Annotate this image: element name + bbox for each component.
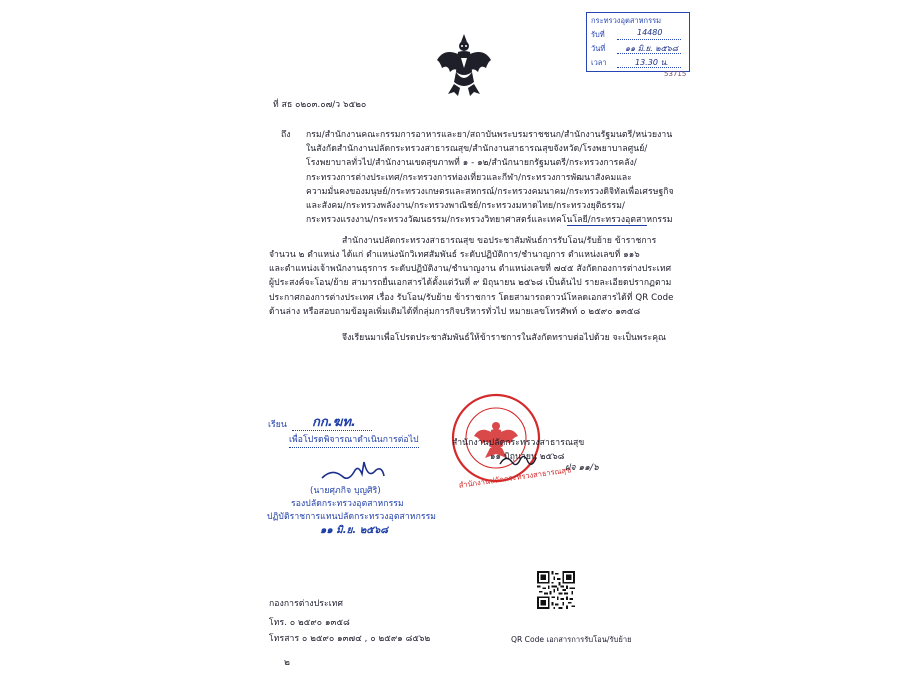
- minute-date-handwriting: ๑๑ มิ.ย. ๒๕๖๘: [320, 525, 388, 536]
- body-line: และตำแหน่งเจ้าพนักงานธุรการ ระดับปฏิบัติงาน/ชำนาญงาน ตำแหน่งเลขที่ ๗๔๕ สังกัดกองการต่างประเทศ: [269, 264, 672, 275]
- receipt-stamp: [586, 12, 690, 72]
- body-line: ผู้ประสงค์จะโอน/ย้าย สามารถยื่นเอกสารได้ตั้งแต่วันที่ ๙ มิถุนายน ๒๕๖๘ เป็นต้นไป รายละเอียดปรากฏตาม: [269, 278, 672, 289]
- to-list: [306, 128, 674, 227]
- body-line: ประกาศกองการต่างประเทศ เรื่อง รับโอน/รับย้าย ข้าราชการ โดยสามารถดาวน์โหลดเอกสารได้ที่ QR Code: [269, 292, 674, 303]
- stamp-date-value: ๑๑ มิ.ย. ๒๕๖๘: [625, 44, 678, 53]
- qr-code-icon[interactable]: [537, 571, 575, 609]
- to-line: ความมั่นคงของมนุษย์/กระทรวงเกษตรและสหกรณ์/กระทรวงคมนาคม/กระทรวงดิจิทัลเพื่อเศรษฐกิจ: [306, 186, 674, 197]
- footer-department: กองการต่างประเทศ: [269, 599, 344, 609]
- to-line: กระทรวงการต่างประเทศ/กระทรวงการท่องเที่ยวและกีฬา/กระทรวงการพัฒนาสังคมและ: [306, 172, 632, 183]
- garuda-emblem-icon: [434, 32, 494, 98]
- to-line: กระทรวงแรงงาน/กระทรวงวัฒนธรรม/กระทรวงวิทยาศาสตร์และเทคโนโลยี/กระทรวงอุตสาหกรรม: [306, 215, 673, 226]
- page-number: ๒: [284, 658, 290, 668]
- signing-date: ๑๑ มิถุนายน ๒๕๖๘: [490, 452, 565, 462]
- to-line: ในสังกัดสำนักงานปลัดกระทรวงสาธารณสุข/สำนักงานสาธารณสุขจังหวัด/โรงพยาบาลศูนย์/: [306, 144, 648, 155]
- minute-signer-title-2: ปฏิบัติราชการแทนปลัดกระทรวงอุตสาหกรรม: [267, 512, 437, 522]
- stamp-note: 53715: [664, 70, 687, 78]
- minute-signer-title-1: รองปลัดกระทรวงอุตสาหกรรม: [291, 499, 404, 509]
- signing-office: สำนักงานปลัดกระทรวงสาธารณสุข: [452, 438, 585, 448]
- body-line: จำนวน ๒ ตำแหน่ง ได้แก่ ตำแหน่งนักวิเทศสัมพันธ์ ระดับปฏิบัติการ/ชำนาญการ ตำแหน่งเลขที่ ๑๑๖: [269, 250, 640, 260]
- to-line: และสังคม/กระทรวงพลังงาน/กระทรวงพาณิชย์/กระทรวงมหาดไทย/กระทรวงยุติธรรม/: [306, 201, 625, 212]
- stamp-title: กระทรวงอุตสาหกรรม: [591, 16, 662, 25]
- highlight-underline: [567, 225, 647, 226]
- stamp-row-date: วันที่ ๑๑ มิ.ย. ๒๕๖๘: [591, 43, 685, 54]
- stamp-row-time: เวลา 13.30 น.: [591, 57, 685, 68]
- footer-tel: โทร. ๐ ๒๕๙๐ ๑๓๕๘: [269, 618, 350, 628]
- qr-caption: QR Code เอกสารการรับโอน/รับย้าย: [511, 635, 632, 644]
- minute-signer-name: (นายศุภกิจ บุญศิริ): [310, 486, 381, 496]
- minute-to-label: เรียน: [268, 420, 287, 430]
- document-ref-number: ที่ สธ ๐๒๐๓.๐๗/ว ๖๕๒๐: [273, 100, 367, 110]
- closing-line: จึงเรียนมาเพื่อโปรดประชาสัมพันธ์ให้ข้าราชการในสังกัดทราบต่อไปด้วย จะเป็นพระคุณ: [342, 333, 667, 343]
- footer-fax: โทรสาร ๐ ๒๕๙๐ ๑๓๗๔ , ๐ ๒๕๙๑ ๘๕๖๒: [269, 634, 431, 644]
- stamp-row-number: รับที่ 14480: [591, 29, 685, 40]
- body-paragraph: [269, 248, 674, 319]
- to-label: ถึง: [281, 130, 291, 140]
- minute-text: เพื่อโปรดพิจารณาดำเนินการต่อไป: [289, 435, 419, 445]
- initial-handwriting: ฝจ ๑๑/๖: [565, 463, 599, 473]
- to-line: กรม/สำนักงานคณะกรรมการอาหารและยา/สถาบันพระบรมราชชนก/สำนักงานรัฐมนตรี/หน่วยงาน: [306, 130, 673, 140]
- seal-ring-text: สำนักงานปลัดกระทรวงสาธารณสุข: [458, 465, 572, 490]
- body-line: สำนักงานปลัดกระทรวงสาธารณสุข ขอประชาสัมพันธ์การรับโอน/รับย้าย ข้าราชการ: [342, 236, 657, 246]
- stamp-time-value: 13.30 น.: [635, 58, 669, 67]
- body-line: ด้านล่าง หรือสอบถามข้อมูลเพิ่มเติมได้ที่กลุ่มการกิจบริหารทั่วไป หมายเลขโทรศัพท์ ๐ ๒๕๙๐ ๑๓๕๘: [269, 306, 641, 317]
- director-signature: [498, 450, 538, 472]
- stamp-number-value: 14480: [637, 28, 663, 37]
- minute-to-handwriting: กก.ฆท.: [312, 415, 356, 430]
- vice-minister-signature: [318, 458, 388, 484]
- to-line: โรงพยาบาลทั่วไป/สำนักงานเขตสุขภาพที่ ๑ - ๑๒/สำนักนายกรัฐมนตรี/กระทรวงการคลัง/: [306, 158, 637, 169]
